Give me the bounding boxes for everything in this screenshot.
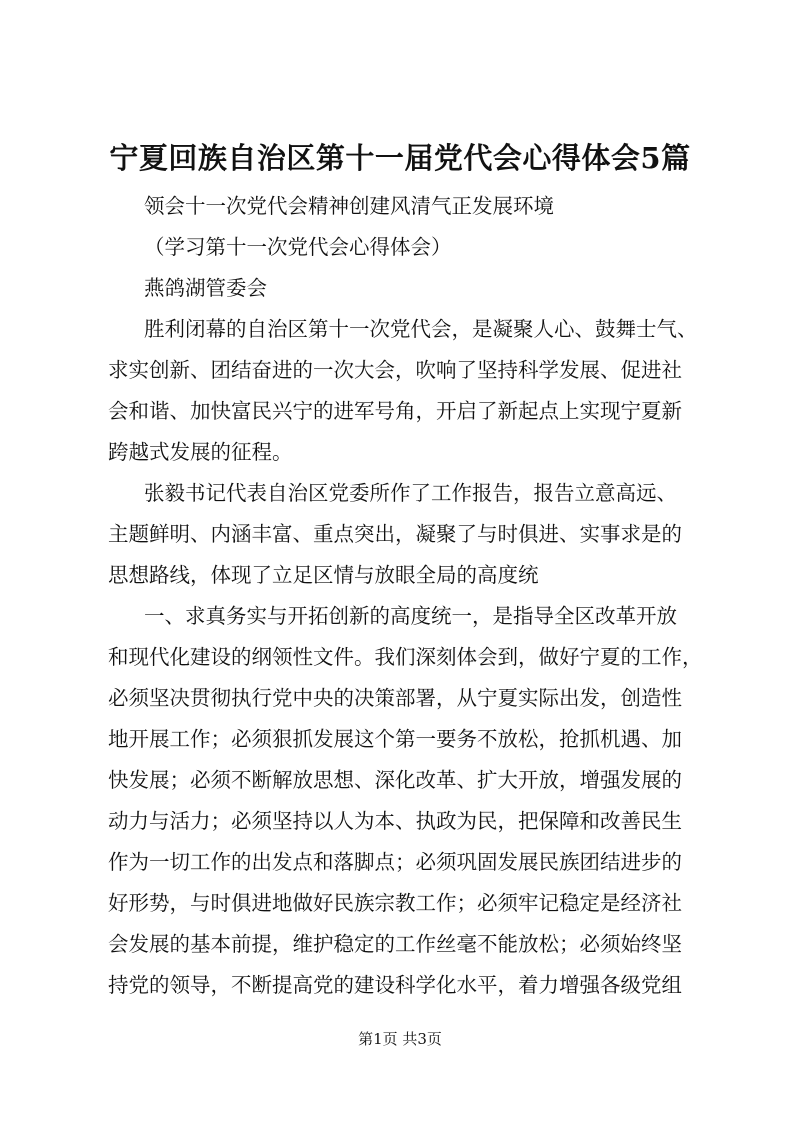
author-line: 燕鸽湖管委会 bbox=[144, 276, 267, 300]
paragraph-line: 会发展的基本前提，维护稳定的工作丝毫不能放松；必须始终坚 bbox=[108, 932, 682, 956]
paragraph-line: 动力与活力；必须坚持以人为本、执政为民，把保障和改善民生 bbox=[108, 809, 682, 833]
subtitle-line: 领会十一次党代会精神创建风清气正发展环境 bbox=[144, 194, 554, 218]
paragraph-line: 地开展工作；必须狠抓发展这个第一要务不放松，抢抓机遇、加 bbox=[108, 727, 682, 751]
paragraph-line: 主题鲜明、内涵丰富、重点突出，凝聚了与时俱进、实事求是的 bbox=[108, 522, 682, 546]
document-body bbox=[108, 186, 708, 1006]
paragraph-line: 持党的领导，不断提高党的建设科学化水平，着力增强各级党组 bbox=[108, 973, 682, 997]
paragraph-line: 跨越式发展的征程。 bbox=[108, 440, 293, 464]
paragraph-line: 张毅书记代表自治区党委所作了工作报告，报告立意高远、 bbox=[144, 481, 677, 505]
paragraph-line: 快发展；必须不断解放思想、深化改革、扩大开放，增强发展的 bbox=[108, 768, 682, 792]
document-title: 宁夏回族自治区第十一届党代会心得体会5篇 bbox=[109, 141, 691, 175]
subtitle-note-line: （学习第十一次党代会心得体会） bbox=[144, 235, 452, 259]
page-footer: 第1页 共3页 bbox=[358, 1030, 442, 1048]
paragraph-line: 必须坚决贯彻执行党中央的决策部署，从宁夏实际出发，创造性 bbox=[108, 686, 682, 710]
paragraph-line: 求实创新、团结奋进的一次大会，吹响了坚持科学发展、促进社 bbox=[108, 358, 682, 382]
paragraph-line: 和现代化建设的纲领性文件。我们深刻体会到，做好宁夏的工作， bbox=[108, 645, 703, 669]
paragraph-line: 会和谐、加快富民兴宁的进军号角，开启了新起点上实现宁夏新 bbox=[108, 399, 682, 423]
paragraph-line: 思想路线，体现了立足区情与放眼全局的高度统 bbox=[108, 563, 539, 587]
paragraph-line: 胜利闭幕的自治区第十一次党代会，是凝聚人心、鼓舞士气、 bbox=[144, 317, 698, 341]
paragraph-line: 作为一切工作的出发点和落脚点；必须巩固发展民族团结进步的 bbox=[108, 850, 682, 874]
paragraph-line: 好形势，与时俱进地做好民族宗教工作；必须牢记稳定是经济社 bbox=[108, 891, 682, 915]
paragraph-line: 一、求真务实与开拓创新的高度统一，是指导全区改革开放 bbox=[144, 604, 677, 628]
